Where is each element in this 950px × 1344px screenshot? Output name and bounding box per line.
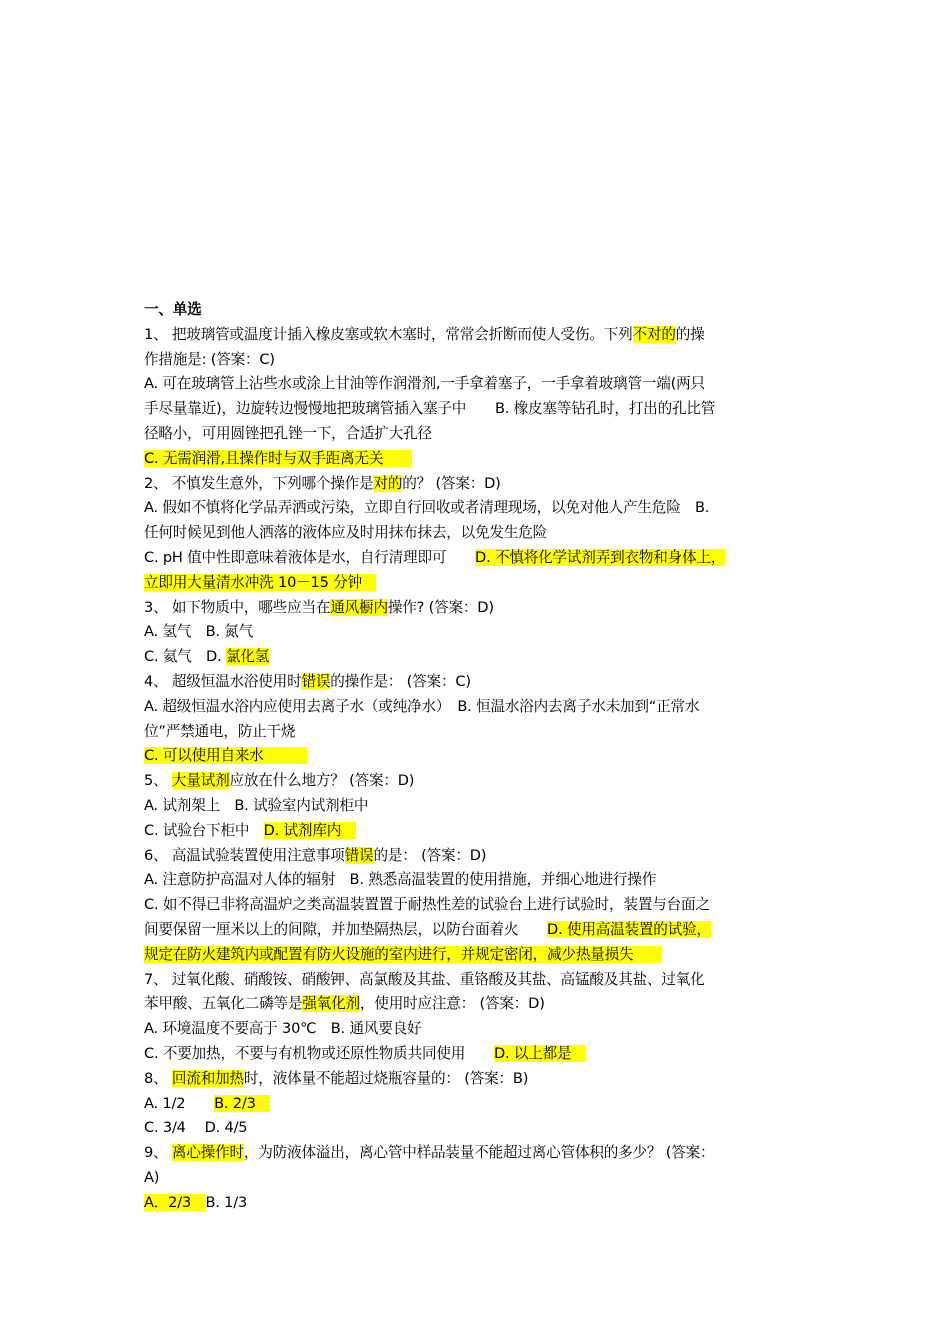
- text-run: B. 1/3: [205, 1193, 248, 1211]
- text-run: 间要保留一厘米以上的间隙，并加垫隔热层，以防台面着火: [144, 920, 548, 938]
- text-run: A. 氢气 B. 氮气: [144, 623, 254, 641]
- text-line: [144, 1141, 809, 1166]
- text-line: [144, 744, 809, 769]
- text-run: 6、 高温试验装置使用注意事项: [144, 846, 345, 864]
- text-line: [144, 447, 809, 472]
- highlighted-text: B. 2/3: [214, 1094, 271, 1112]
- text-line: [144, 348, 809, 373]
- text-line: [144, 868, 809, 893]
- text-run: ，使用时应注意： (答案：D): [359, 995, 545, 1013]
- text-run: 的？ (答案：D): [402, 474, 501, 492]
- highlighted-text: 规定在防火建筑内或配置有防火设施的室内进行，并规定密闭，减少热量损失: [144, 945, 663, 963]
- highlighted-text: C. 无需润滑,且操作时与双手距离无关: [144, 449, 413, 467]
- text-run: A. 1/2: [144, 1094, 215, 1112]
- text-line: [144, 546, 809, 571]
- highlighted-text: 错误: [344, 846, 374, 864]
- text-run: C. 如不得已非将高温炉之类高温装置置于耐热性差的试验台上进行试验时，装置与台面之: [144, 896, 710, 914]
- text-line: [144, 968, 809, 993]
- highlighted-text: D. 试剂库内: [263, 821, 356, 839]
- text-run: 作措施是: (答案：C): [144, 350, 275, 368]
- highlighted-text: 回流和加热: [171, 1069, 244, 1087]
- highlighted-text: 离心操作时: [171, 1144, 244, 1162]
- highlighted-text: D. 以上都是: [493, 1044, 586, 1062]
- text-line: [144, 769, 809, 794]
- text-run: 1、 把玻璃管或温度计插入橡皮塞或软木塞时，常常会折断而使人受伤。下列: [144, 325, 633, 343]
- highlighted-text: 不对的: [632, 325, 676, 343]
- highlighted-text: 立即用大量清水冲洗 10－15 分钟: [144, 573, 377, 591]
- text-run: C. pH 值中性即意味着液体是水，自行清理即可: [144, 548, 476, 566]
- text-run: 9、: [144, 1144, 172, 1162]
- highlighted-text: D. 不慎将化学试剂弄到衣物和身体上，: [475, 548, 726, 566]
- text-run: 4、 超级恒温水浴使用时: [144, 672, 302, 690]
- text-run: A. 注意防护高温对人体的辐射 B. 熟悉高温装置的使用措施，并细心地进行操作: [144, 871, 657, 889]
- text-line: [144, 521, 809, 546]
- text-run: 苯甲酸、五氧化二磷等是: [144, 995, 303, 1013]
- text-run: 的操: [675, 325, 705, 343]
- text-run: 操作? (答案：D): [387, 598, 494, 616]
- text-line: [144, 720, 809, 745]
- text-run: A. 环境温度不要高于 30℃ B. 通风要良好: [144, 1020, 422, 1038]
- text-line: [144, 645, 809, 670]
- question-list: [144, 323, 809, 1216]
- text-run: A. 试剂架上 B. 试验室内试剂柜中: [144, 796, 369, 814]
- text-run: 8、: [144, 1069, 172, 1087]
- text-line: [144, 1191, 809, 1216]
- text-run: C. 试验台下柜中: [144, 821, 264, 839]
- text-line: [144, 372, 809, 397]
- text-line: [144, 571, 809, 596]
- text-run: 径略小，可用圆锉把孔锉一下，合适扩大孔径: [144, 424, 432, 442]
- text-run: 5、: [144, 772, 172, 790]
- text-line: [144, 1116, 809, 1141]
- text-line: [144, 596, 809, 621]
- text-run: 手尽量靠近)，边旋转边慢慢地把玻璃管插入塞子中 B. 橡皮塞等钻孔时，打出的孔比管: [144, 400, 716, 418]
- text-run: 时，液体量不能超过烧瓶容量的： (答案：B): [243, 1069, 529, 1087]
- highlighted-text: C. 可以使用自来水: [144, 747, 307, 765]
- text-line: [144, 422, 809, 447]
- highlighted-text: 氯化氢: [225, 648, 270, 666]
- text-run: A): [144, 1168, 160, 1186]
- text-run: C. 3/4 D. 4/5: [144, 1119, 248, 1137]
- text-line: [144, 1067, 809, 1092]
- text-line: [144, 794, 809, 819]
- text-line: [144, 918, 809, 943]
- text-run: 应放在什么地方？ (答案：D): [229, 772, 415, 790]
- text-run: A. 可在玻璃管上沾些水或涂上甘油等作润滑剂,一手拿着塞子，一手拿着玻璃管一端(两只: [144, 375, 705, 393]
- highlighted-text: 强氧化剂: [302, 995, 360, 1013]
- text-line: [144, 496, 809, 521]
- document-page: [144, 298, 809, 1215]
- text-line: [144, 397, 809, 422]
- highlighted-text: 大量试剂: [171, 772, 230, 790]
- highlighted-text: 通风橱内: [330, 598, 388, 616]
- text-run: A. 假如不慎将化学品弄洒或污染，立即自行回收或者清理现场，以免对他人产生危险 B.: [144, 499, 710, 517]
- text-line: [144, 844, 809, 869]
- text-line: [144, 1042, 809, 1067]
- text-run: 的是： (答案：D): [373, 846, 487, 864]
- highlighted-text: D. 使用高温装置的试验，: [547, 920, 711, 938]
- highlighted-text: A．2/3: [144, 1193, 206, 1211]
- text-run: 的操作是： (答案：C): [330, 672, 471, 690]
- text-line: [144, 819, 809, 844]
- text-line: [144, 1166, 809, 1191]
- section-title: 一、单选: [144, 301, 202, 318]
- text-run: 2、 不慎发生意外，下列哪个操作是: [144, 474, 374, 492]
- text-run: 7、 过氧化酸、硝酸铵、硝酸钾、高氯酸及其盐、重铬酸及其盐、高锰酸及其盐、过氧化: [144, 970, 705, 988]
- text-run: 3、 如下物质中，哪些应当在: [144, 598, 331, 616]
- text-line: [144, 472, 809, 497]
- text-line: [144, 695, 809, 720]
- text-run: 位”严禁通电，防止干烧: [144, 722, 296, 740]
- text-run: A. 超级恒温水浴内应使用去离子水（或纯净水） B. 恒温水浴内去离子水未加到“正常水: [144, 697, 700, 715]
- text-line: [144, 943, 809, 968]
- highlighted-text: 错误: [301, 672, 331, 690]
- text-line: [144, 992, 809, 1017]
- text-line: [144, 893, 809, 918]
- text-line: [144, 620, 809, 645]
- highlighted-text: 对的: [373, 474, 403, 492]
- text-line: [144, 670, 809, 695]
- text-run: C. 不要加热，不要与有机物或还原性物质共同使用: [144, 1044, 494, 1062]
- text-line: [144, 323, 809, 348]
- text-run: C. 氦气 D.: [144, 648, 226, 666]
- text-line: [144, 1092, 809, 1117]
- text-line: [144, 1017, 809, 1042]
- text-run: 任何时候见到他人洒落的液体应及时用抹布抹去，以免发生危险: [144, 524, 548, 542]
- text-run: ，为防液体溢出，离心管中样品装量不能超过离心管体积的多少？ (答案：: [243, 1144, 715, 1162]
